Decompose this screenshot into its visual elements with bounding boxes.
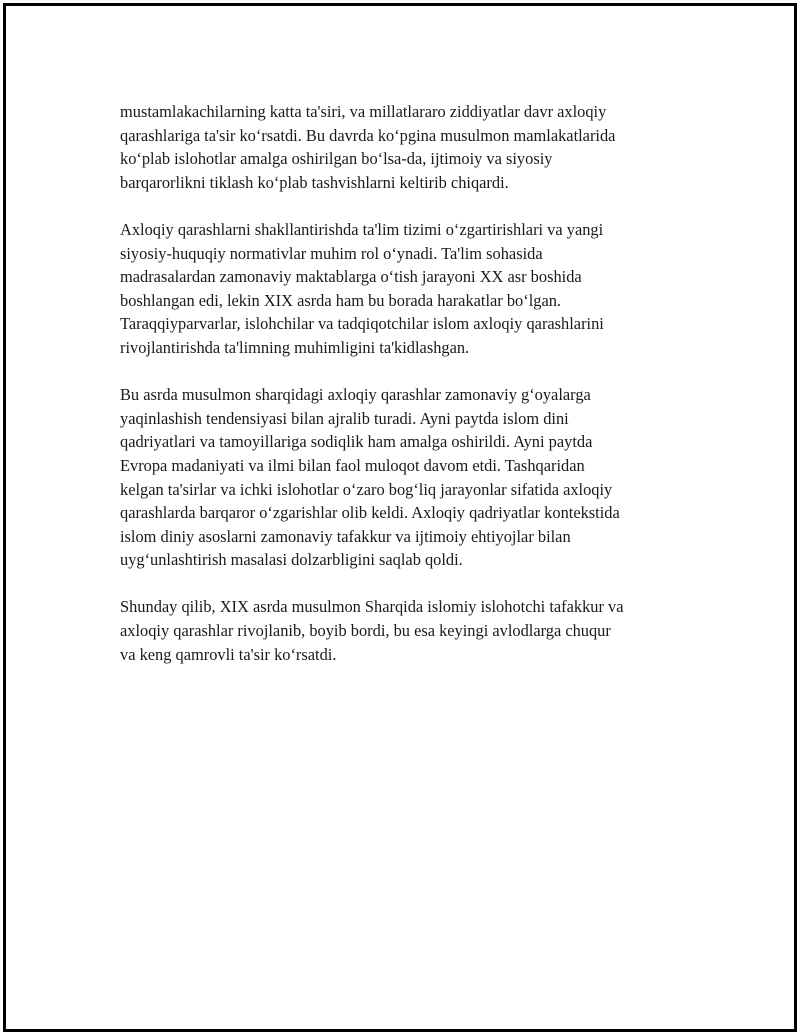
document-body	[120, 100, 700, 690]
page-frame	[3, 3, 797, 1032]
paragraph: Axloqiy qarashlarni shakllantirishda ta'lim tizimi o‘zgartirishlari va yangi siyosiy-huquqiy normativlar muhim rol o‘ynadi. Ta'lim sohasida madrasalardan zamonaviy maktablarga o‘tish jarayoni XX asr boshida boshlangan edi, lekin XIX asrda ham bu borada harakatlar bo‘lgan. Taraqqiyparvarlar, islohchilar va tadqiqotchilar islom axloqiy qarashlarini rivojlantirishda ta'limning muhimligini ta'kidlashgan.	[120, 219, 604, 357]
paragraph: Shunday qilib, XIX asrda musulmon Sharqida islomiy islohotchi tafakkur va axloqiy qarashlar rivojlanib, boyib bordi, bu esa keyingi avlodlarga chuqur va keng qamrovli ta'sir ko‘rsatdi.	[120, 597, 624, 664]
paragraph: mustamlakachilarning katta ta'siri, va millatlararo ziddiyatlar davr axloqiy qarashlariga ta'sir ko‘rsatdi. Bu davrda ko‘pgina musulmon mamlakatlarida ko‘plab islohotlar amalga oshirilgan bo‘lsa-da, ijtimoiy va siyosiy barqarorlikni tiklash ko‘plab tashvishlarni keltirib chiqardi.	[120, 102, 616, 192]
paragraph: Bu asrda musulmon sharqidagi axloqiy qarashlar zamonaviy g‘oyalarga yaqinlashish tendensiyasi bilan ajralib turadi. Ayni paytda islom dini qadriyatlari va tamoyillariga sodiqlik ham amalga oshirildi. Ayni paytda Evropa madaniyati va ilmi bilan faol muloqot davom etdi. Tashqaridan kelgan ta'sirlar va ichki islohotlar o‘zaro bog‘liq jarayonlar sifatida axloqiy qarashlarda barqaror o‘zgarishlar olib keldi. Axloqiy qadriyatlar kontekstida islom diniy asoslarni zamonaviy tafakkur va ijtimoiy ehtiyojlar bilan uyg‘unlashtirish masalasi dolzarbligini saqlab qoldi.	[120, 385, 620, 570]
